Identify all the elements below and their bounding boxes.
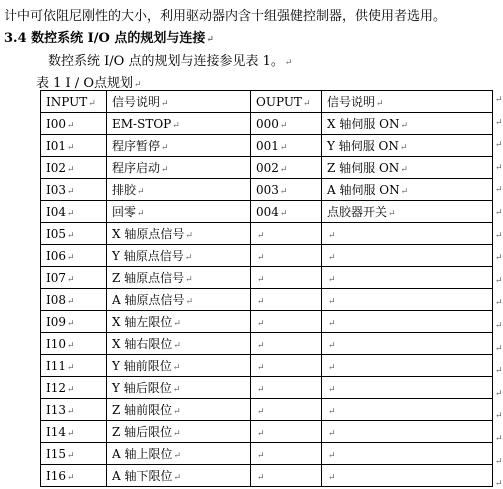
- paragraph-mark-icon: ↵: [495, 321, 503, 331]
- paragraph-mark-icon: ↵: [172, 385, 181, 395]
- paragraph-mark-icon: ↵: [173, 451, 182, 461]
- cell-text: I11: [46, 358, 67, 373]
- cell-text: 000: [256, 116, 279, 131]
- paragraph-mark-icon: ↵: [495, 117, 503, 128]
- cell-text: I01: [46, 138, 67, 153]
- table-cell: [322, 201, 493, 223]
- paragraph-mark-icon: ↵: [137, 209, 145, 219]
- cell-text: X 轴右限位: [112, 337, 173, 351]
- cell-text: 程序暂停: [112, 139, 161, 153]
- paragraph-mark-icon: ↵: [172, 120, 180, 131]
- paragraph-mark-icon: ↵: [495, 298, 503, 309]
- intro-line: 计中可依阻尼刚性的大小，利用驱动器内含十组强健控制器，供使用者选用。: [4, 9, 447, 24]
- paragraph-mark-icon: ↵: [67, 428, 75, 439]
- cell-text: OUPUT: [256, 94, 302, 109]
- paragraph-mark-icon: ↵: [495, 140, 503, 151]
- cell-text: I02: [46, 160, 67, 175]
- paragraph-mark-icon: ↵: [67, 274, 75, 285]
- paragraph-mark-icon: ↵: [257, 340, 265, 351]
- cell-text: 信号说明: [112, 95, 161, 109]
- table-cell: [41, 289, 107, 311]
- paragraph-mark-icon: ↵: [67, 340, 75, 351]
- table-cell: [322, 157, 493, 179]
- table-cell: [41, 223, 107, 245]
- cell-text: I14: [46, 424, 67, 439]
- table-cell: [251, 333, 322, 355]
- table-cell: [41, 443, 107, 465]
- paragraph-mark-icon: ↵: [206, 35, 214, 45]
- paragraph-mark-icon: ↵: [400, 121, 409, 131]
- table-cell: [322, 311, 493, 333]
- cell-text: A 轴伺服 ON: [327, 183, 400, 197]
- paragraph-mark-icon: ↵: [161, 165, 169, 175]
- paragraph-mark-icon: ↵: [173, 429, 181, 439]
- paragraph-mark-icon: ↵: [495, 411, 503, 422]
- table-row: [41, 113, 493, 135]
- table-row: [41, 443, 493, 465]
- table-cell: [41, 355, 107, 377]
- paragraph-mark-icon: ↵: [67, 186, 75, 197]
- table-cell: [251, 289, 322, 311]
- paragraph-mark-icon: ↵: [328, 296, 336, 307]
- table-cell: [107, 179, 251, 201]
- paragraph-mark-icon: ↵: [172, 363, 181, 373]
- paragraph-mark-icon: ↵: [495, 456, 503, 467]
- table-cell: [322, 421, 493, 443]
- paragraph-mark-icon: ↵: [67, 208, 75, 219]
- paragraph-mark-icon: ↵: [257, 384, 265, 395]
- paragraph-mark-icon: ↵: [67, 164, 75, 175]
- table-cell: [107, 157, 251, 179]
- table-header-row: [41, 91, 493, 113]
- paragraph-mark-icon: ↵: [184, 253, 193, 263]
- cell-text: A 轴原点信号: [112, 293, 185, 307]
- table-cell: [251, 245, 322, 267]
- table-cell: [251, 421, 322, 443]
- cell-text: 回零: [112, 205, 137, 219]
- paragraph-mark-icon: ↵: [67, 362, 75, 373]
- paragraph-mark-icon: ↵: [185, 275, 193, 285]
- paragraph-mark-icon: ↵: [328, 362, 336, 373]
- table-row: [41, 267, 493, 289]
- cell-text: 排胶: [112, 183, 137, 197]
- table-header-cell: [251, 91, 322, 113]
- table-row: [41, 333, 493, 355]
- table-cell: [41, 179, 107, 201]
- paragraph-mark-icon: ↵: [495, 275, 503, 286]
- table-cell: [322, 443, 493, 465]
- table-cell: [41, 377, 107, 399]
- table-cell: [107, 421, 251, 443]
- cell-text: Y 轴伺服 ON: [327, 139, 399, 153]
- paragraph-mark-icon: ↵: [67, 230, 75, 241]
- paragraph-mark-icon: ↵: [284, 58, 293, 68]
- paragraph-mark-icon: ↵: [161, 99, 169, 109]
- table-cell: [251, 201, 322, 223]
- paragraph-mark-icon: ↵: [495, 253, 503, 264]
- cell-text: I10: [46, 336, 67, 351]
- table-cell: [107, 267, 251, 289]
- cell-text: I06: [46, 248, 67, 263]
- paragraph-mark-icon: ↵: [388, 209, 396, 219]
- paragraph-mark-icon: ↵: [257, 406, 265, 417]
- paragraph-mark-icon: ↵: [328, 340, 336, 351]
- table-cell: [322, 399, 493, 421]
- paragraph-mark-icon: ↵: [495, 185, 503, 196]
- table-row: [41, 377, 493, 399]
- table-cell: [107, 333, 251, 355]
- table-row: [41, 399, 493, 421]
- paragraph-mark-icon: ↵: [173, 407, 181, 417]
- cell-text: I13: [46, 402, 67, 417]
- paragraph-mark-icon: ↵: [185, 297, 194, 307]
- paragraph-mark-icon: ↵: [495, 208, 503, 218]
- paragraph-mark-icon: ↵: [173, 319, 181, 329]
- table-cell: [251, 399, 322, 421]
- paragraph-mark-icon: ↵: [161, 143, 169, 153]
- cell-text: I05: [46, 226, 67, 241]
- cell-text: X 轴伺服 ON: [327, 117, 400, 131]
- table-cell: [41, 311, 107, 333]
- paragraph-mark-icon: ↵: [67, 406, 75, 417]
- paragraph-mark-icon: ↵: [495, 366, 503, 377]
- paragraph-mark-icon: ↵: [257, 318, 265, 329]
- table-cell: [322, 377, 493, 399]
- cell-text: 003: [256, 182, 279, 197]
- cell-text: X 轴原点信号: [112, 227, 185, 241]
- table-cell: [41, 157, 107, 179]
- paragraph-mark-icon: ↵: [257, 296, 265, 307]
- table-cell: [107, 311, 251, 333]
- table-cell: [251, 443, 322, 465]
- paragraph-mark-icon: ↵: [495, 230, 503, 241]
- paragraph-mark-icon: ↵: [67, 296, 75, 307]
- paragraph-mark-icon: ↵: [67, 120, 75, 131]
- body-text: 数控系统 I/O 点的规划与连接参见表 1。↵: [48, 54, 293, 69]
- paragraph-mark-icon: ↵: [67, 142, 75, 153]
- cell-text: I03: [46, 182, 67, 197]
- paragraph-mark-icon: ↵: [173, 473, 182, 483]
- paragraph-mark-icon: ↵: [257, 274, 265, 285]
- cell-text: I09: [46, 314, 67, 329]
- table-cell: [41, 421, 107, 443]
- paragraph-mark-icon: ↵: [279, 186, 288, 197]
- table-cell: [322, 267, 493, 289]
- paragraph-mark-icon: ↵: [257, 472, 265, 483]
- table-cell: [41, 201, 107, 223]
- cell-text: I04: [46, 204, 67, 219]
- paragraph-mark-icon: ↵: [495, 434, 503, 444]
- paragraph-mark-icon: ↵: [279, 120, 288, 131]
- paragraph-mark-icon: ↵: [399, 143, 408, 153]
- table-cell: [41, 465, 107, 487]
- paragraph-mark-icon: ↵: [133, 80, 142, 90]
- cell-text: Z 轴后限位: [112, 425, 173, 439]
- paragraph-mark-icon: ↵: [257, 230, 265, 241]
- table-cell: [107, 245, 251, 267]
- paragraph-mark-icon: ↵: [185, 231, 193, 241]
- paragraph-mark-icon: ↵: [328, 318, 336, 329]
- table-row: [41, 157, 493, 179]
- paragraph-mark-icon: ↵: [257, 362, 265, 373]
- table-cell: [251, 311, 322, 333]
- table-cell: [41, 399, 107, 421]
- paragraph-mark-icon: ↵: [257, 428, 265, 439]
- table-cell: [322, 135, 493, 157]
- table-cell: [251, 355, 322, 377]
- paragraph-mark-icon: ↵: [328, 274, 336, 285]
- cell-text: A 轴下限位: [112, 469, 173, 483]
- table-cell: [322, 245, 493, 267]
- cell-text: INPUT: [46, 94, 88, 109]
- cell-text: I00: [46, 116, 67, 131]
- table-row: [41, 289, 493, 311]
- paragraph-mark-icon: ↵: [400, 187, 409, 197]
- table-row: [41, 201, 493, 223]
- cell-text: 程序启动: [112, 161, 161, 175]
- paragraph-mark-icon: ↵: [328, 472, 336, 483]
- table-cell: [107, 113, 251, 135]
- cell-text: A 轴上限位: [112, 447, 173, 461]
- table-caption: 表 1 I / O点规划↵: [36, 76, 142, 91]
- table-cell: [107, 135, 251, 157]
- table-cell: [322, 223, 493, 245]
- table-row: [41, 135, 493, 157]
- table-cell: [107, 201, 251, 223]
- table-cell: [41, 267, 107, 289]
- paragraph-mark-icon: ↵: [302, 98, 311, 109]
- cell-text: I07: [46, 270, 67, 285]
- table-cell: [251, 179, 322, 201]
- paragraph-mark-icon: ↵: [328, 428, 336, 439]
- paragraph-mark-icon: ↵: [328, 252, 336, 263]
- cell-text: 004: [256, 204, 279, 219]
- table-cell: [107, 377, 251, 399]
- cell-text: I16: [46, 468, 67, 483]
- table-row: [41, 245, 493, 267]
- table-row: [41, 355, 493, 377]
- table-cell: [251, 223, 322, 245]
- paragraph-mark-icon: ↵: [279, 208, 288, 219]
- table-cell: [251, 465, 322, 487]
- paragraph-mark-icon: ↵: [495, 479, 503, 489]
- cell-text: 001: [256, 138, 279, 153]
- cell-text: Z 轴原点信号: [112, 271, 185, 285]
- paragraph-mark-icon: ↵: [257, 252, 265, 263]
- paragraph-mark-icon: ↵: [67, 450, 75, 461]
- paragraph-mark-icon: ↵: [495, 95, 503, 105]
- cell-text: Y 轴原点信号: [112, 249, 184, 263]
- table-cell: [251, 113, 322, 135]
- table-cell: [41, 113, 107, 135]
- paragraph-mark-icon: ↵: [328, 384, 336, 395]
- table-cell: [41, 245, 107, 267]
- table-cell: [107, 223, 251, 245]
- paragraph-mark-icon: ↵: [279, 142, 288, 153]
- table-row: [41, 421, 493, 443]
- paragraph-mark-icon: ↵: [173, 341, 181, 351]
- cell-text: Y 轴后限位: [112, 381, 172, 395]
- table-header-cell: [322, 91, 493, 113]
- table-cell: [251, 135, 322, 157]
- paragraph-mark-icon: ↵: [328, 230, 336, 241]
- table-cell: [107, 465, 251, 487]
- paragraph-mark-icon: ↵: [67, 472, 75, 483]
- paragraph-mark-icon: ↵: [495, 343, 503, 354]
- cell-text: X 轴左限位: [112, 315, 173, 329]
- table-cell: [322, 333, 493, 355]
- cell-text: I12: [46, 380, 67, 395]
- paragraph-mark-icon: ↵: [328, 406, 336, 417]
- paragraph-mark-icon: ↵: [279, 164, 288, 175]
- section-heading: 3.4 数控系统 I/O 点的规划与连接↵: [4, 31, 214, 46]
- table-header-cell: [107, 91, 251, 113]
- table-header-cell: [41, 91, 107, 113]
- table-cell: [322, 289, 493, 311]
- cell-text: I15: [46, 446, 67, 461]
- paragraph-mark-icon: ↵: [495, 388, 503, 399]
- paragraph-mark-icon: ↵: [495, 162, 503, 173]
- cell-text: 点胶器开关: [327, 205, 388, 219]
- table-row: [41, 311, 493, 333]
- paragraph-mark-icon: ↵: [376, 99, 384, 109]
- cell-text: Y 轴前限位: [112, 359, 172, 373]
- table-cell: [251, 377, 322, 399]
- cell-text: 信号说明: [327, 95, 376, 109]
- table-cell: [322, 355, 493, 377]
- paragraph-mark-icon: ↵: [88, 98, 96, 109]
- table-row: [41, 223, 493, 245]
- cell-text: EM-STOP: [112, 116, 172, 131]
- paragraph-mark-icon: ↵: [137, 187, 145, 197]
- table-cell: [107, 443, 251, 465]
- table-cell: [107, 289, 251, 311]
- table-cell: [322, 179, 493, 201]
- table-row: [41, 179, 493, 201]
- table-cell: [107, 399, 251, 421]
- io-table: [40, 90, 493, 487]
- table-cell: [322, 113, 493, 135]
- paragraph-mark-icon: ↵: [67, 318, 75, 329]
- table-cell: [251, 157, 322, 179]
- paragraph-mark-icon: ↵: [328, 450, 336, 461]
- cell-text: I08: [46, 292, 67, 307]
- paragraph-mark-icon: ↵: [257, 450, 265, 461]
- table-cell: [107, 355, 251, 377]
- paragraph-mark-icon: ↵: [67, 252, 75, 263]
- cell-text: Z 轴伺服 ON: [327, 161, 400, 175]
- table-cell: [41, 135, 107, 157]
- cell-text: 002: [256, 160, 279, 175]
- table-cell: [322, 465, 493, 487]
- cell-text: Z 轴前限位: [112, 403, 173, 417]
- table-row: [41, 465, 493, 487]
- table-cell: [41, 333, 107, 355]
- paragraph-mark-icon: ↵: [400, 165, 408, 175]
- table-cell: [251, 267, 322, 289]
- paragraph-mark-icon: ↵: [67, 384, 75, 395]
